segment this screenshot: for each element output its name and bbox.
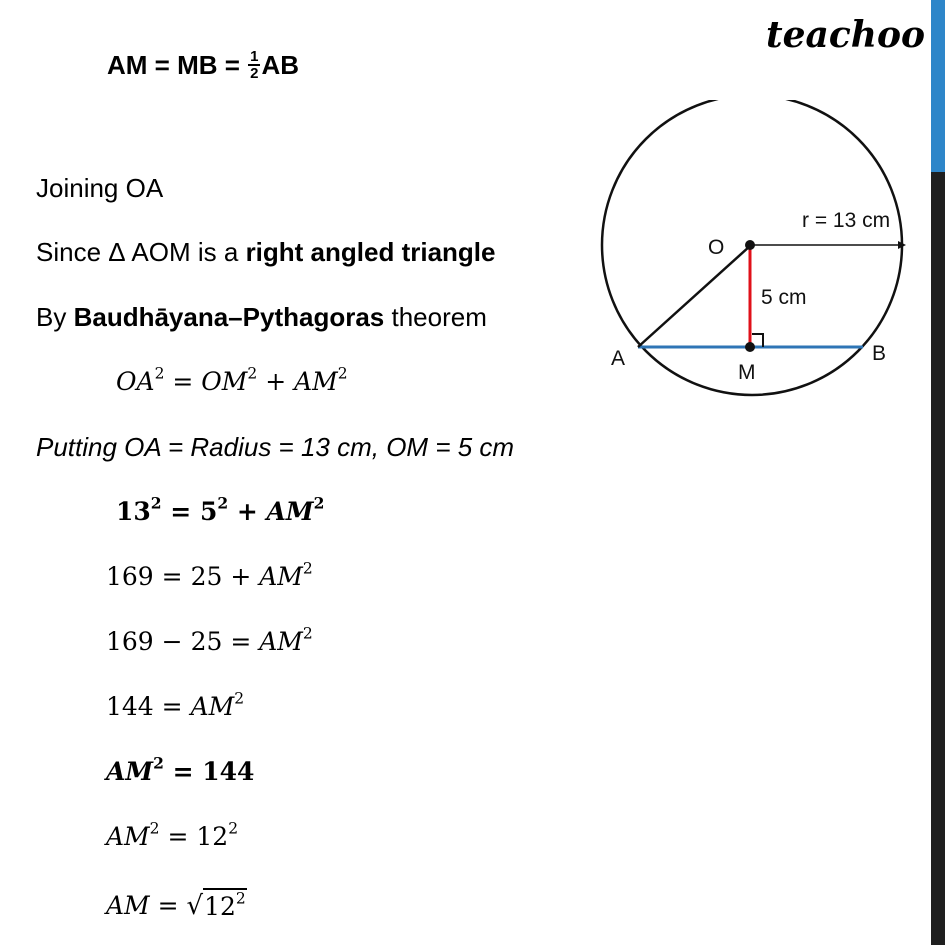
om-length-label: 5 cm [761, 286, 807, 309]
circle-diagram [590, 100, 920, 410]
equation-169: $169 = 25 + AM^2$ [106, 559, 313, 591]
half-fraction [248, 49, 260, 81]
label-o: O [708, 236, 725, 259]
since-bold: right angled triangle [245, 237, 496, 267]
fraction-numerator: 1 [250, 48, 259, 66]
square-root: √ $12^2$ [186, 889, 246, 921]
equation-169-minus-25: $169 - 25 = AM^2$ [106, 624, 313, 656]
equation-am-squared-144: $AM^2 = 144$ [106, 753, 255, 786]
am-mb-right: AB [261, 50, 300, 80]
since-pre: Since Δ AOM is a [36, 237, 246, 267]
am-mb-equation [107, 50, 299, 83]
teachoo-logo: teachoo [766, 14, 925, 56]
side-accent [931, 0, 945, 172]
label-m: M [738, 361, 756, 384]
putting-text: Putting OA = Radius = 13 cm, OM = 5 cm [36, 432, 515, 462]
pythagoras-equation: $OA^2 = OM^2 + AM^2$ [116, 364, 348, 396]
theorem-name: Baudhāyana–Pythagoras [73, 302, 385, 332]
equation-13-squared: $13^2 = 5^2 + AM^2$ [116, 493, 325, 526]
by-post: theorem [384, 302, 487, 332]
theorem-text [36, 302, 487, 333]
label-a: A [611, 347, 626, 370]
label-b: B [872, 342, 887, 365]
equation-12-squared: $AM^2 = 12^2$ [106, 819, 239, 851]
joining-text: Joining OA [36, 173, 164, 203]
segment-oa [638, 246, 750, 347]
am-mb-left: AM = MB = [107, 50, 248, 80]
since-text [36, 237, 495, 268]
radius-label: r = 13 cm [802, 209, 891, 232]
point-o [745, 240, 755, 250]
equation-144: $144 = AM^2$ [106, 689, 245, 721]
fraction-denominator: 2 [250, 65, 259, 83]
by-pre: By [36, 302, 74, 332]
point-m [745, 342, 755, 352]
equation-am-sqrt: AM = √ $12^2$ [106, 889, 246, 921]
